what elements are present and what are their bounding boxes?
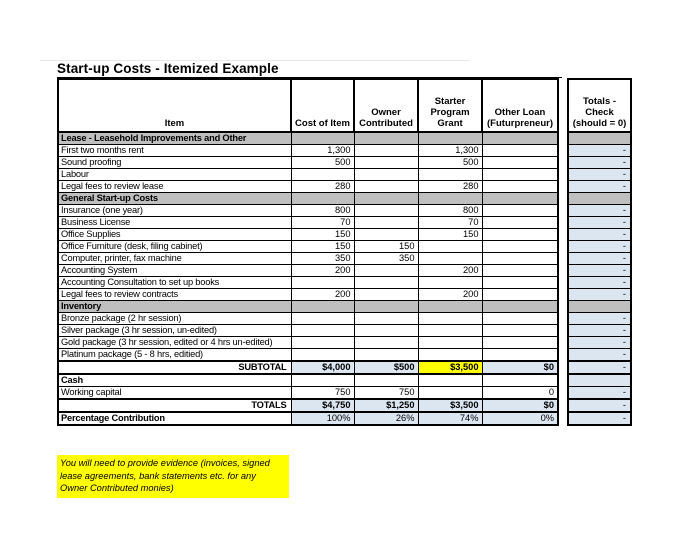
check-cell: -: [568, 169, 631, 181]
cost-cell: $4,000: [291, 361, 354, 374]
table-row: [568, 399, 631, 412]
item-cell: Lease - Leasehold Improvements and Other: [58, 132, 291, 145]
startup-costs-table: [57, 78, 559, 426]
grant-cell: $3,500: [418, 361, 482, 374]
table-row: [58, 217, 558, 229]
table-row: [568, 181, 631, 193]
table-row: [58, 181, 558, 193]
table-row: [58, 301, 558, 313]
grant-cell: 150: [418, 229, 482, 241]
loan-cell: [482, 169, 558, 181]
check-cell: -: [568, 253, 631, 265]
loan-cell: [482, 157, 558, 169]
cost-cell: [291, 374, 354, 387]
loan-cell: [482, 229, 558, 241]
loan-cell: [482, 181, 558, 193]
owner-cell: [354, 205, 418, 217]
check-cell: -: [568, 205, 631, 217]
owner-cell: [354, 157, 418, 169]
item-cell: Office Furniture (desk, filing cabinet): [58, 241, 291, 253]
cost-cell: [291, 132, 354, 145]
loan-cell: [482, 145, 558, 157]
table-row: [58, 399, 558, 412]
owner-cell: [354, 301, 418, 313]
cost-cell: [291, 337, 354, 349]
check-cell: [568, 374, 631, 387]
grant-cell: 200: [418, 265, 482, 277]
owner-cell: [354, 277, 418, 289]
loan-cell: [482, 253, 558, 265]
loan-cell: [482, 374, 558, 387]
loan-cell: [482, 265, 558, 277]
cost-cell: 350: [291, 253, 354, 265]
cost-cell: 200: [291, 289, 354, 301]
check-cell: -: [568, 277, 631, 289]
table-row: [58, 132, 558, 145]
loan-cell: $0: [482, 399, 558, 412]
table-row: [58, 157, 558, 169]
table-row: [568, 132, 631, 145]
table-row: [58, 277, 558, 289]
item-cell: TOTALS: [58, 399, 291, 412]
item-cell: Legal fees to review lease: [58, 181, 291, 193]
table-row: [568, 412, 631, 425]
item-cell: Business License: [58, 217, 291, 229]
table-row: [568, 193, 631, 205]
owner-cell: 150: [354, 241, 418, 253]
loan-cell: 0%: [482, 412, 558, 425]
owner-cell: [354, 145, 418, 157]
item-cell: SUBTOTAL: [58, 361, 291, 374]
table-row: [58, 253, 558, 265]
grant-cell: [418, 313, 482, 325]
table-row: [58, 241, 558, 253]
table-row: [568, 325, 631, 337]
grant-cell: 74%: [418, 412, 482, 425]
grant-cell: [418, 277, 482, 289]
header-row: [568, 79, 631, 132]
table-row: [568, 253, 631, 265]
loan-cell: [482, 217, 558, 229]
table-row: [58, 193, 558, 205]
grant-cell: 500: [418, 157, 482, 169]
owner-cell: [354, 313, 418, 325]
loan-cell: 0: [482, 387, 558, 400]
main-table-body: [58, 132, 558, 425]
grant-cell: [418, 241, 482, 253]
check-cell: [568, 132, 631, 145]
owner-cell: [354, 169, 418, 181]
grant-cell: [418, 337, 482, 349]
owner-cell: 750: [354, 387, 418, 400]
table-row: [58, 169, 558, 181]
check-cell: -: [568, 217, 631, 229]
cost-cell: 150: [291, 241, 354, 253]
item-cell: Sound proofing: [58, 157, 291, 169]
owner-cell: [354, 289, 418, 301]
item-cell: Office Supplies: [58, 229, 291, 241]
grant-cell: $3,500: [418, 399, 482, 412]
grant-cell: 1,300: [418, 145, 482, 157]
owner-cell: [354, 229, 418, 241]
table-row: [58, 229, 558, 241]
table-row: [568, 337, 631, 349]
loan-cell: [482, 205, 558, 217]
owner-cell: $1,250: [354, 399, 418, 412]
cost-cell: 70: [291, 217, 354, 229]
loan-cell: [482, 193, 558, 205]
grant-cell: [418, 193, 482, 205]
cost-cell: 280: [291, 181, 354, 193]
cost-cell: 150: [291, 229, 354, 241]
grant-cell: 70: [418, 217, 482, 229]
item-cell: Accounting Consultation to set up books: [58, 277, 291, 289]
check-cell: -: [568, 157, 631, 169]
check-cell: -: [568, 229, 631, 241]
check-cell: -: [568, 145, 631, 157]
table-row: [58, 361, 558, 374]
loan-cell: [482, 349, 558, 362]
page-title: Start-up Costs - Itemized Example: [57, 61, 562, 78]
owner-cell: [354, 325, 418, 337]
cost-cell: [291, 349, 354, 362]
item-cell: Computer, printer, fax machine: [58, 253, 291, 265]
grant-cell: [418, 387, 482, 400]
owner-cell: [354, 132, 418, 145]
table-row: [58, 325, 558, 337]
totals-check-table: [567, 78, 632, 426]
table-row: [58, 337, 558, 349]
item-cell: Bronze package (2 hr session): [58, 313, 291, 325]
owner-cell: [354, 265, 418, 277]
grant-cell: [418, 301, 482, 313]
grant-cell: 200: [418, 289, 482, 301]
table-row: [568, 289, 631, 301]
loan-cell: [482, 277, 558, 289]
cost-cell: 800: [291, 205, 354, 217]
cost-cell: 1,300: [291, 145, 354, 157]
item-cell: Gold package (3 hr session, edited or 4 hrs un-edited): [58, 337, 291, 349]
item-cell: Inventory: [58, 301, 291, 313]
grant-cell: [418, 325, 482, 337]
check-cell: -: [568, 325, 631, 337]
cost-cell: 100%: [291, 412, 354, 425]
table-row: [58, 374, 558, 387]
column-header-loan: Other Loan (Futurpreneur): [482, 79, 558, 132]
cost-cell: [291, 301, 354, 313]
cost-cell: 200: [291, 265, 354, 277]
loan-cell: [482, 313, 558, 325]
item-cell: General Start-up Costs: [58, 193, 291, 205]
check-cell: -: [568, 241, 631, 253]
check-cell: -: [568, 289, 631, 301]
check-cell: -: [568, 181, 631, 193]
grant-cell: [418, 169, 482, 181]
cost-cell: [291, 325, 354, 337]
check-cell: -: [568, 313, 631, 325]
grant-cell: [418, 349, 482, 362]
grant-cell: [418, 253, 482, 265]
item-cell: Cash: [58, 374, 291, 387]
owner-cell: 350: [354, 253, 418, 265]
table-row: [568, 349, 631, 362]
item-cell: Platinum package (5 - 8 hrs, editied): [58, 349, 291, 362]
table-row: [568, 217, 631, 229]
owner-cell: [354, 337, 418, 349]
grant-cell: [418, 132, 482, 145]
loan-cell: [482, 301, 558, 313]
table-row: [58, 145, 558, 157]
table-row: [568, 301, 631, 313]
table-row: [568, 169, 631, 181]
owner-cell: [354, 349, 418, 362]
loan-cell: [482, 325, 558, 337]
table-row: [568, 313, 631, 325]
item-cell: Insurance (one year): [58, 205, 291, 217]
cost-cell: [291, 277, 354, 289]
item-cell: Legal fees to review contracts: [58, 289, 291, 301]
header-row: [58, 79, 558, 132]
table-row: [568, 374, 631, 387]
item-cell: Silver package (3 hr session, un-edited): [58, 325, 291, 337]
table-row: [568, 229, 631, 241]
table-row: [568, 205, 631, 217]
check-cell: -: [568, 337, 631, 349]
owner-cell: [354, 181, 418, 193]
grant-cell: 800: [418, 205, 482, 217]
column-header-cost: Cost of Item: [291, 79, 354, 132]
table-row: [568, 145, 631, 157]
table-row: [568, 387, 631, 400]
cost-cell: [291, 193, 354, 205]
table-row: [58, 265, 558, 277]
item-cell: Labour: [58, 169, 291, 181]
cost-cell: $4,750: [291, 399, 354, 412]
table-row: [58, 349, 558, 362]
table-row: [58, 412, 558, 425]
item-cell: Percentage Contribution: [58, 412, 291, 425]
cost-cell: 500: [291, 157, 354, 169]
owner-cell: [354, 217, 418, 229]
column-header-owner: Owner Contributed: [354, 79, 418, 132]
loan-cell: [482, 289, 558, 301]
table-row: [568, 265, 631, 277]
cost-cell: [291, 313, 354, 325]
cost-cell: 750: [291, 387, 354, 400]
loan-cell: [482, 132, 558, 145]
check-cell: -: [568, 399, 631, 412]
check-cell: -: [568, 412, 631, 425]
loan-cell: $0: [482, 361, 558, 374]
check-cell: -: [568, 265, 631, 277]
owner-cell: [354, 193, 418, 205]
check-cell: -: [568, 361, 631, 374]
check-cell: -: [568, 387, 631, 400]
item-cell: Working capital: [58, 387, 291, 400]
table-row: [568, 277, 631, 289]
check-cell: [568, 301, 631, 313]
grant-cell: [418, 374, 482, 387]
table-row: [58, 387, 558, 400]
check-cell: -: [568, 349, 631, 362]
item-cell: Accounting System: [58, 265, 291, 277]
table-row: [58, 205, 558, 217]
cost-cell: [291, 169, 354, 181]
loan-cell: [482, 241, 558, 253]
loan-cell: [482, 337, 558, 349]
table-row: [568, 157, 631, 169]
grant-cell: 280: [418, 181, 482, 193]
table-row: [568, 361, 631, 374]
item-cell: First two months rent: [58, 145, 291, 157]
evidence-note: You will need to provide evidence (invoices, signed lease agreements, bank statements etc. for any Owner Contributed monies): [57, 455, 289, 498]
owner-cell: [354, 374, 418, 387]
table-row: [568, 241, 631, 253]
owner-cell: $500: [354, 361, 418, 374]
column-header-grant: Starter Program Grant: [418, 79, 482, 132]
owner-cell: 26%: [354, 412, 418, 425]
table-row: [58, 289, 558, 301]
check-table-body: [568, 132, 631, 425]
check-cell: [568, 193, 631, 205]
table-row: [58, 313, 558, 325]
column-header-item: Item: [58, 79, 291, 132]
column-header-totals-check: Totals - Check (should = 0): [568, 79, 631, 132]
